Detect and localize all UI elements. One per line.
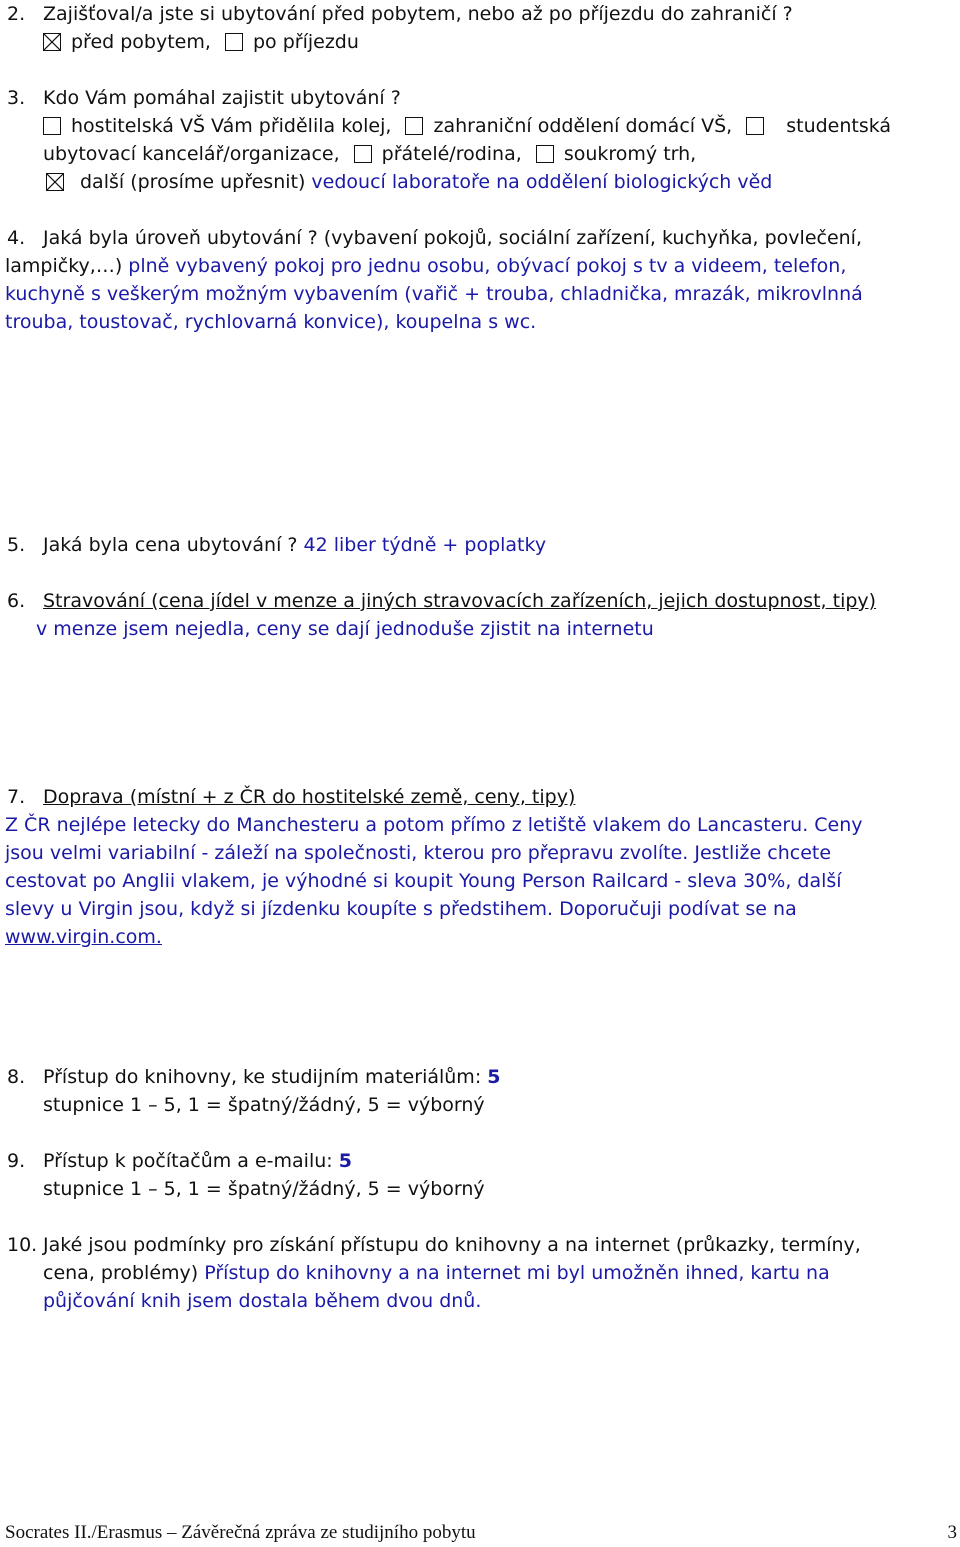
checkbox-private-market[interactable] — [536, 145, 554, 163]
footer-title: Socrates II./Erasmus – Závěrečná zpráva ze studijního pobytu — [5, 1522, 476, 1543]
question-number: 9. — [7, 1150, 26, 1172]
question-5 — [0, 531, 960, 559]
option-label: před pobytem, — [71, 31, 211, 53]
checkbox-friends-family[interactable] — [354, 145, 372, 163]
question-10 — [0, 1231, 960, 1315]
option-label: soukromý trh, — [563, 143, 697, 165]
option-label: přátelé/rodina, — [381, 143, 522, 165]
question-text: Přístup do knihovny, ke studijním materiálům: — [43, 1066, 482, 1088]
option-label: další (prosíme upřesnit) — [80, 171, 306, 193]
question-text: cena, problémy) — [43, 1262, 199, 1284]
question-7 — [0, 783, 960, 951]
option-label: po příjezdu — [252, 31, 359, 53]
question-6 — [0, 587, 960, 643]
answer-line: cestovat po Anglii vlakem, je výhodné si koupit Young Person Railcard - sleva 30%, další — [5, 870, 842, 892]
checkbox-student-office[interactable] — [746, 117, 764, 135]
question-text: Přístup k počítačům a e-mailu: — [43, 1150, 333, 1172]
question-detail: (vybavení pokojů, sociální zařízení, kuchyňka, povlečení, — [323, 227, 863, 249]
question-number: 6. — [7, 590, 26, 612]
question-text: Doprava (místní + z ČR do hostitelské země, ceny, tipy) — [43, 786, 576, 808]
rating-scale: stupnice 1 – 5, 1 = špatný/žádný, 5 = výborný — [43, 1094, 485, 1116]
page-number: 3 — [947, 1522, 957, 1543]
question-text: Jaká byla cena ubytování ? — [43, 534, 298, 556]
question-number: 2. — [7, 3, 26, 25]
answer-text: půjčování knih jsem dostala během dvou dnů. — [43, 1290, 482, 1312]
checkbox-international-office[interactable] — [405, 117, 423, 135]
option-label: studentská — [786, 115, 892, 137]
question-number: 4. — [7, 227, 26, 249]
answer-line: slevy u Virgin jsou, když si jízdenku koupíte s předstihem. Doporučuji podívat se na — [5, 898, 797, 920]
option-label: hostitelská VŠ Vám přidělila kolej, — [71, 115, 392, 137]
question-text: Jaké jsou podmínky pro získání přístupu do knihovny a na internet (průkazky, termíny, — [43, 1234, 861, 1256]
question-number: 8. — [7, 1066, 26, 1088]
rating-scale: stupnice 1 – 5, 1 = špatný/žádný, 5 = výborný — [43, 1178, 485, 1200]
question-9 — [0, 1147, 960, 1203]
question-text: Stravování (cena jídel v menze a jiných stravovacích zařízeních, jejich dostupnost, tipy) — [43, 590, 877, 612]
checkbox-other-checked[interactable] — [46, 173, 64, 191]
answer-text: v menze jsem nejedla, ceny se dají jednoduše zjistit na internetu — [36, 618, 654, 640]
question-number: 7. — [7, 786, 26, 808]
question-8 — [0, 1063, 960, 1119]
answer-line: jsou velmi variabilní - záleží na společnosti, kterou pro přepravu zvolíte. Jestliže chcete — [5, 842, 832, 864]
answer-text: 42 liber týdně + poplatky — [303, 534, 547, 556]
checkbox-after-arrival[interactable] — [225, 33, 243, 51]
question-number: 10. — [7, 1234, 38, 1256]
question-number: 3. — [7, 87, 26, 109]
answer-text: Přístup do knihovny a na internet mi byl umožněn ihned, kartu na — [204, 1262, 830, 1284]
option-label: zahraniční oddělení domácí VŠ, — [433, 115, 733, 137]
question-4 — [0, 224, 960, 336]
answer-line: Z ČR nejlépe letecky do Manchesteru a potom přímo z letiště vlakem do Lancasteru. Ceny — [5, 814, 863, 836]
page-footer — [5, 1522, 957, 1544]
rating-value: 5 — [487, 1066, 501, 1088]
question-text: Jaká byla úroveň ubytování ? — [43, 227, 318, 249]
rating-value: 5 — [338, 1150, 352, 1172]
checkbox-host-university[interactable] — [43, 117, 61, 135]
question-text: Zajišťoval/a jste si ubytování před pobytem, nebo až po příjezdu do zahraničí ? — [43, 3, 793, 25]
answer-text: vedoucí laboratoře na oddělení biologických věd — [311, 171, 773, 193]
question-text: Kdo Vám pomáhal zajistit ubytování ? — [43, 87, 401, 109]
checkbox-before-stay-checked[interactable] — [43, 33, 61, 51]
answer-text: plně vybavený pokoj pro jednu osobu, obývací pokoj s tv a videem, telefon, — [128, 255, 847, 277]
question-detail: lampičky,…) — [5, 255, 123, 277]
question-2 — [0, 0, 960, 56]
answer-text: trouba, toustovač, rychlovarná konvice), koupelna s wc. — [5, 311, 537, 333]
question-3 — [0, 84, 960, 196]
option-label: ubytovací kancelář/organizace, — [43, 143, 340, 165]
question-number: 5. — [7, 534, 26, 556]
website-link[interactable]: www.virgin.com. — [5, 926, 162, 948]
answer-text: kuchyně s veškerým možným vybavením (vařič + trouba, chladnička, mrazák, mikrovlnná — [5, 283, 863, 305]
